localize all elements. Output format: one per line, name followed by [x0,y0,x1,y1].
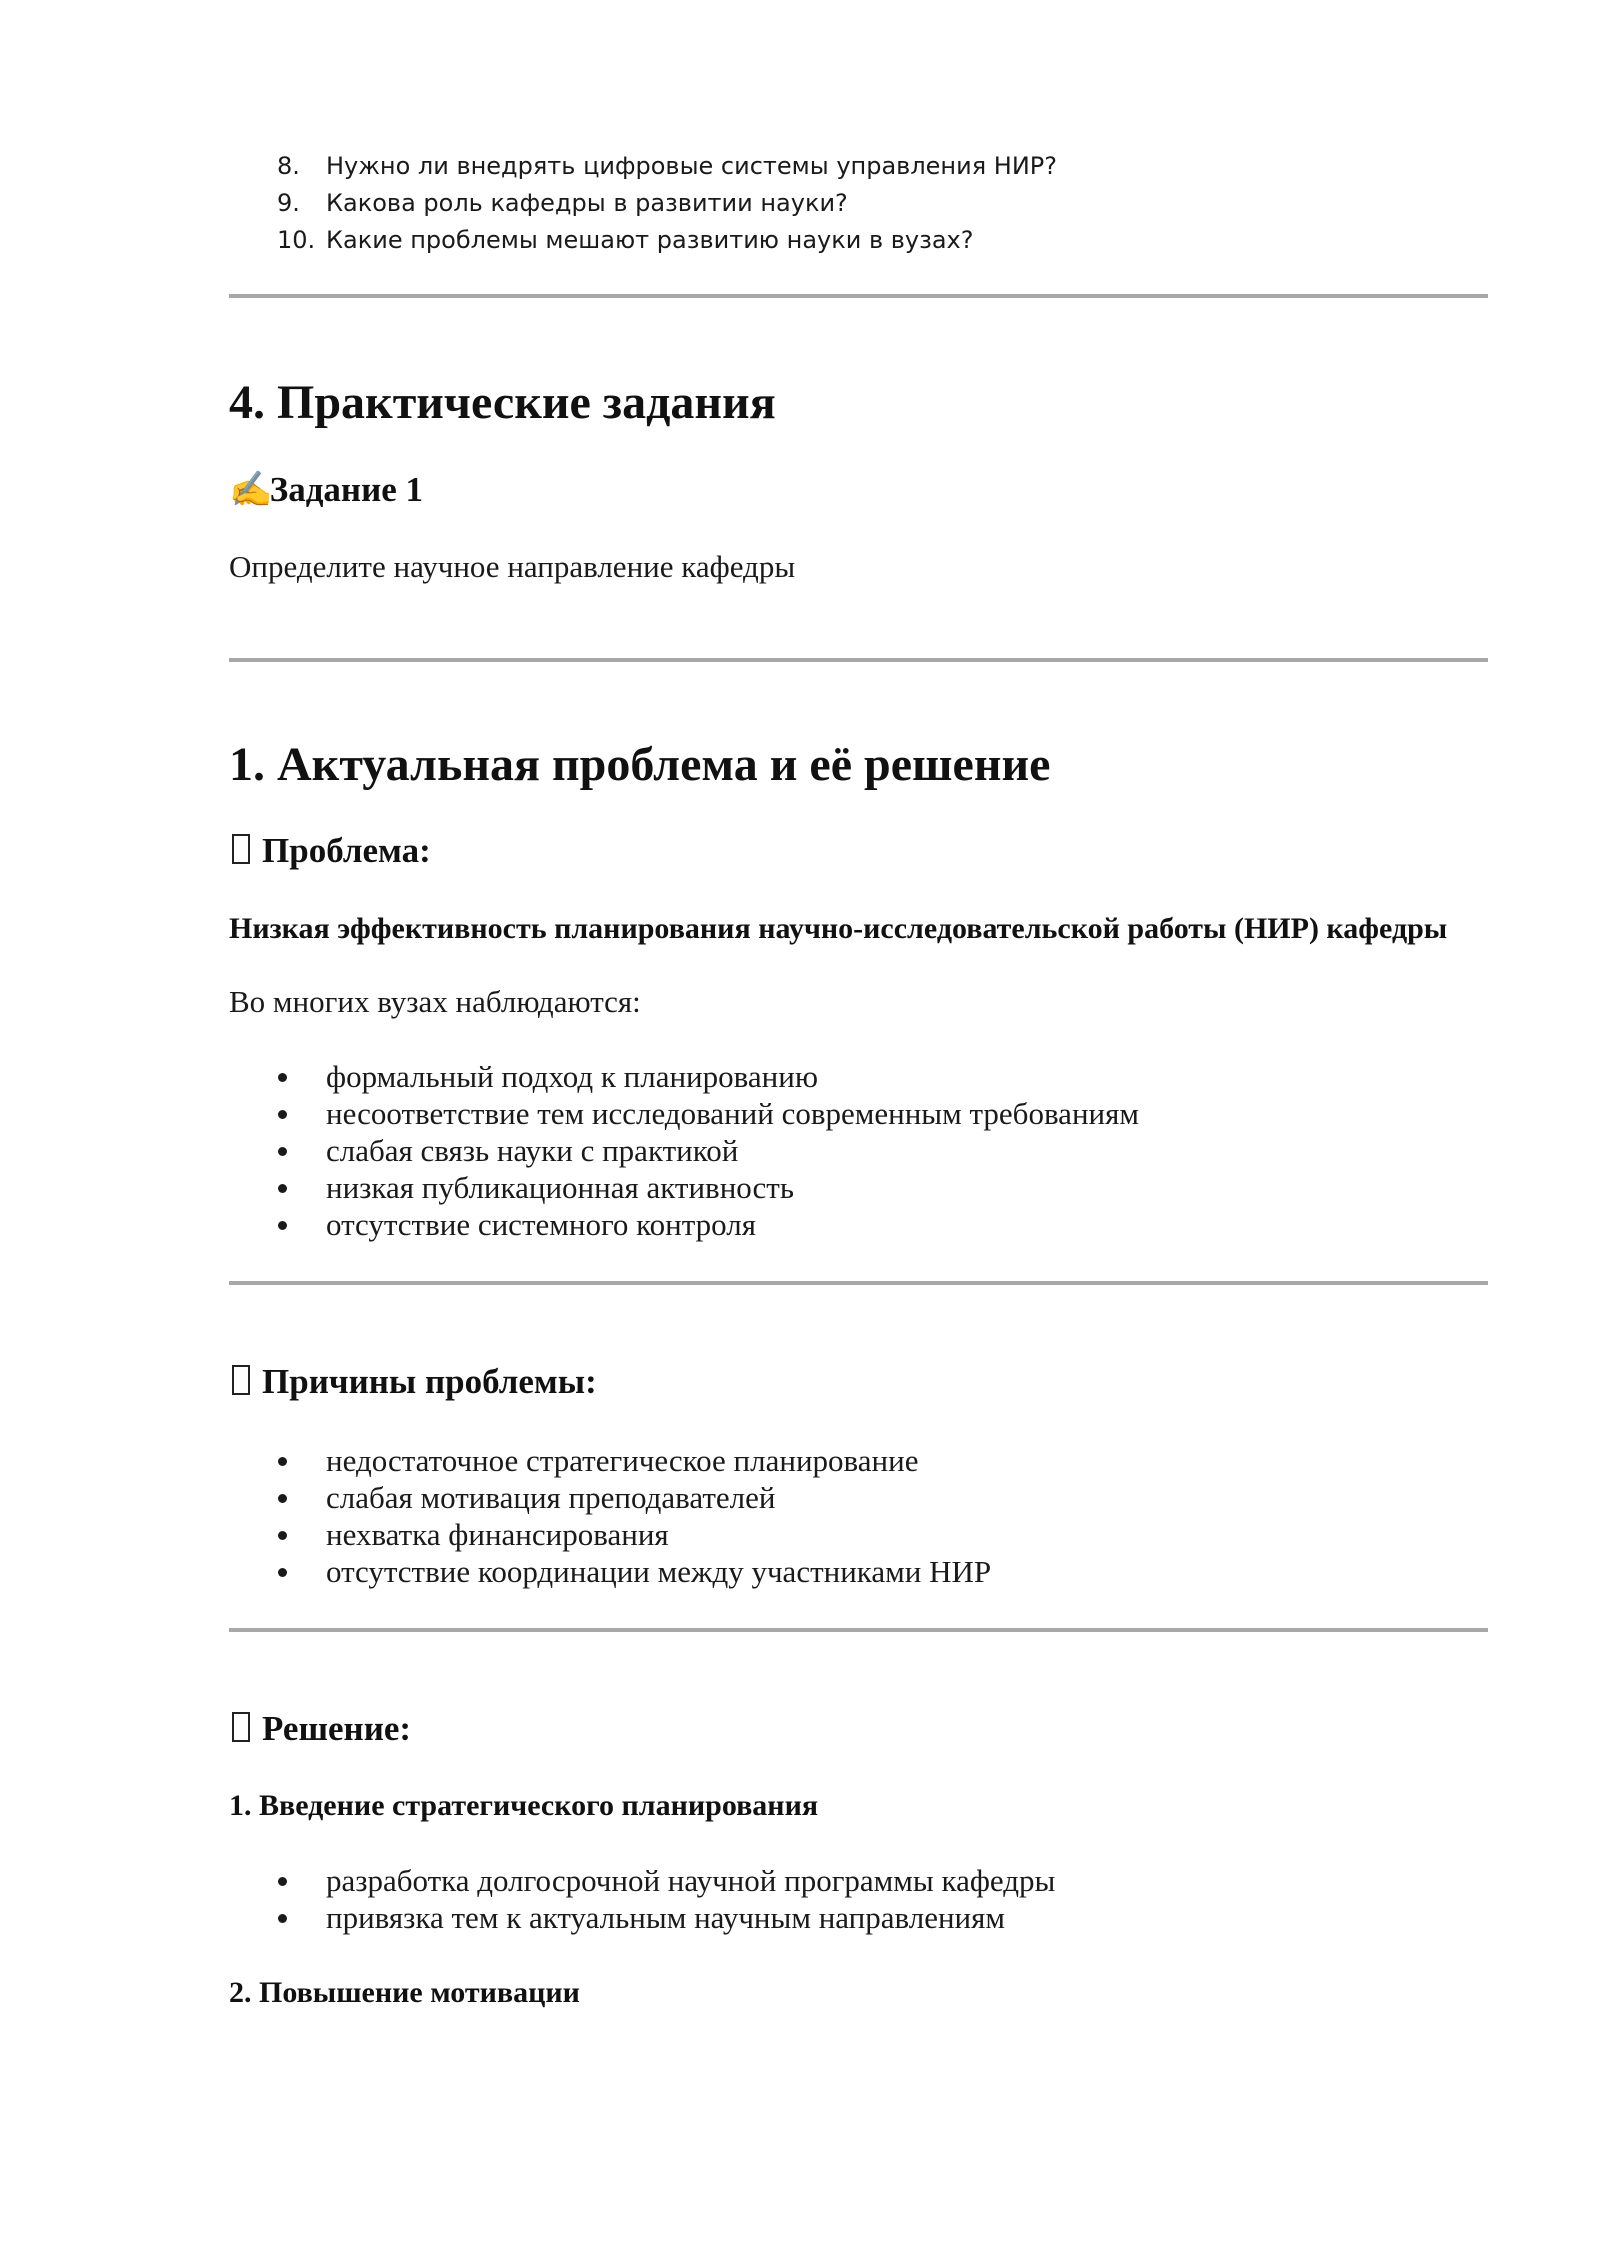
section-heading: 4. Практические задания [229,376,776,429]
list-item-text: Какие проблемы мешают развитию науки в вузах? [326,226,974,254]
missing-glyph-icon [232,1712,250,1742]
problem-intro: Во многих вузах наблюдаются: [229,984,641,1019]
list-item-text: Какова роль кафедры в развитии науки? [326,189,848,217]
solution-heading [229,1707,1488,1751]
problem-list [229,1058,1488,1243]
list-item-number: 9. [277,189,300,217]
problem-statement: Низкая эффективность планирования научно-исследовательской работы (НИР) кафедры [229,912,1448,945]
list-item: отсутствие координации между участниками НИР [229,1553,1488,1590]
list-item: разработка долгосрочной научной программы кафедры [229,1862,1488,1899]
list-item-number: 8. [277,152,300,180]
list-item: низкая публикационная активность [229,1169,1488,1206]
causes-heading-text: Причины проблемы: [262,1362,597,1401]
list-item-text: Нужно ли внедрять цифровые системы управления НИР? [326,152,1057,180]
page-content [229,148,1488,2011]
questions-list [229,148,1488,259]
causes-list [229,1442,1488,1590]
list-item: несоответствие тем исследований современным требованиям [229,1095,1488,1132]
list-item: слабая мотивация преподавателей [229,1479,1488,1516]
solution-step1-list [229,1862,1488,1936]
missing-glyph-icon [232,834,250,864]
solution-heading-text: Решение: [262,1709,412,1748]
list-item: отсутствие системного контроля [229,1206,1488,1243]
solution-step-title: 2. Повышение мотивации [229,1976,580,2009]
list-item: слабая связь науки с практикой [229,1132,1488,1169]
list-item: привязка тем к актуальным научным направлениям [229,1899,1488,1936]
writing-hand-icon: ✍ [229,470,273,509]
list-item [229,148,1488,185]
problem-heading-text: Проблема: [262,831,431,870]
task-title: Задание 1 [269,470,424,509]
causes-heading [229,1360,1488,1404]
task-text: Определите научное направление кафедры [229,549,796,584]
list-item [229,222,1488,259]
list-item [229,185,1488,222]
solution-step-title: 1. Введение стратегического планирования [229,1789,819,1822]
list-item: недостаточное стратегическое планирование [229,1442,1488,1479]
missing-glyph-icon [232,1365,250,1395]
list-item: формальный подход к планированию [229,1058,1488,1095]
problem-heading [229,829,1488,873]
list-item: нехватка финансирования [229,1516,1488,1553]
section-heading: 1. Актуальная проблема и её решение [229,738,1051,791]
task-heading [229,468,1488,512]
list-item-number: 10. [277,226,316,254]
